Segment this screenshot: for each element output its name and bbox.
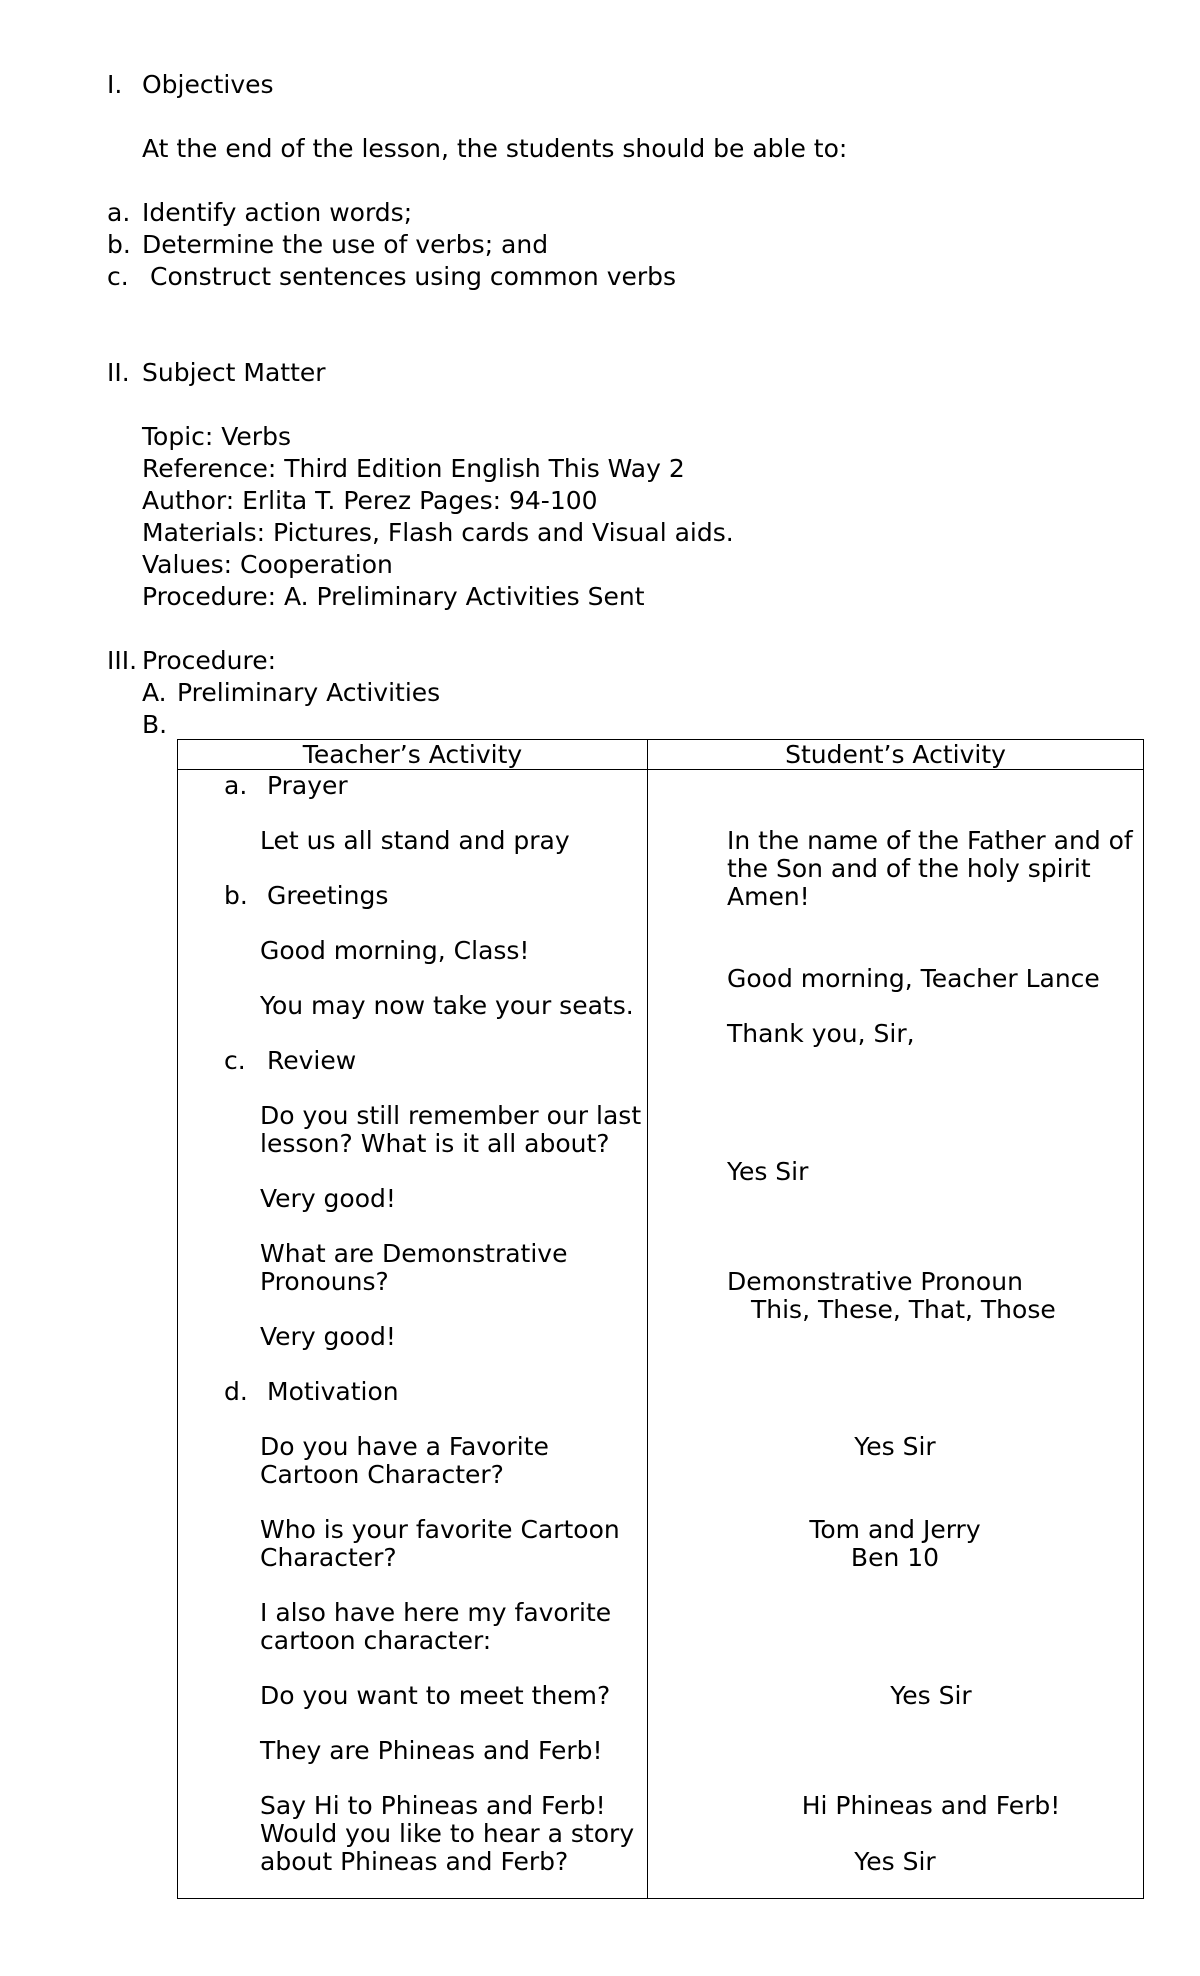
teacher-heading-review: Review: [267, 1046, 357, 1075]
section-number-3: III.: [107, 646, 138, 675]
student-line: the Son and of the holy spirit: [727, 854, 1091, 883]
objective-item: Construct sentences using common verbs: [150, 262, 677, 291]
teacher-line: Would you like to hear a story: [260, 1819, 635, 1848]
header-student-activity: Student’s Activity: [648, 740, 1144, 770]
teacher-line: Do you have a Favorite: [260, 1432, 549, 1461]
student-line: Hi Phineas and Ferb!: [801, 1791, 1061, 1820]
student-line: In the name of the Father and of: [727, 826, 1133, 855]
student-line: Ben 10: [850, 1543, 940, 1572]
student-line: Yes Sir: [727, 1157, 809, 1186]
teacher-marker: d.: [224, 1377, 248, 1406]
student-line: Yes Sir: [890, 1681, 972, 1710]
subject-line-procedure: Procedure: A. Preliminary Activities Sent: [142, 582, 645, 611]
teacher-line: Do you want to meet them?: [260, 1681, 611, 1710]
student-line: Yes Sir: [854, 1847, 936, 1876]
teacher-marker: c.: [224, 1046, 246, 1075]
teacher-line: You may now take your seats.: [260, 991, 634, 1020]
teacher-heading-prayer: Prayer: [267, 771, 348, 800]
teacher-marker: a.: [224, 771, 248, 800]
section-title-procedure: Procedure:: [142, 646, 277, 675]
teacher-line: Let us all stand and pray: [260, 826, 570, 855]
subject-line-values: Values: Cooperation: [142, 550, 393, 579]
teacher-line: Pronouns?: [260, 1267, 389, 1296]
section-title-subject-matter: Subject Matter: [142, 358, 326, 387]
student-line: Amen!: [727, 882, 810, 911]
student-line: Tom and Jerry: [809, 1515, 981, 1544]
subject-line-materials: Materials: Pictures, Flash cards and Visual aids.: [142, 518, 734, 547]
teacher-line: What are Demonstrative: [260, 1239, 568, 1268]
teacher-line: They are Phineas and Ferb!: [260, 1736, 603, 1765]
objective-item: Identify action words;: [142, 198, 413, 227]
teacher-line: lesson? What is it all about?: [260, 1129, 610, 1158]
objectives-intro: At the end of the lesson, the students should be able to:: [142, 134, 848, 163]
teacher-line: Do you still remember our last: [260, 1101, 642, 1130]
section-title-objectives: Objectives: [142, 70, 274, 99]
teacher-marker: b.: [224, 881, 248, 910]
student-line: Thank you, Sir,: [727, 1019, 915, 1048]
section-number-2: II.: [107, 358, 130, 387]
procedure-item: Preliminary Activities: [177, 678, 441, 707]
header-teacher-activity: Teacher’s Activity: [178, 740, 648, 770]
objective-marker: b.: [107, 230, 131, 259]
student-line: Good morning, Teacher Lance: [727, 964, 1100, 993]
teacher-line: cartoon character:: [260, 1626, 492, 1655]
procedure-marker: A.: [142, 678, 167, 707]
teacher-line: I also have here my favorite: [260, 1598, 612, 1627]
teacher-line: Cartoon Character?: [260, 1460, 504, 1489]
student-line: Yes Sir: [854, 1432, 936, 1461]
teacher-line: Character?: [260, 1543, 397, 1572]
teacher-line: Very good!: [260, 1184, 396, 1213]
student-line: This, These, That, Those: [751, 1295, 1056, 1324]
section-number-1: I.: [107, 70, 123, 99]
teacher-line: Good morning, Class!: [260, 936, 530, 965]
teacher-heading-motivation: Motivation: [267, 1377, 399, 1406]
objective-marker: a.: [107, 198, 131, 227]
procedure-marker: B.: [142, 710, 168, 739]
teacher-line: Say Hi to Phineas and Ferb!: [260, 1791, 606, 1820]
teacher-line: about Phineas and Ferb?: [260, 1847, 569, 1876]
objective-marker: c.: [107, 262, 129, 291]
teacher-line: Very good!: [260, 1322, 396, 1351]
objective-item: Determine the use of verbs; and: [142, 230, 549, 259]
student-activity-cell: [648, 770, 1144, 1899]
subject-line-reference: Reference: Third Edition English This Way 2: [142, 454, 685, 483]
teacher-line: Who is your favorite Cartoon: [260, 1515, 620, 1544]
subject-line-author: Author: Erlita T. Perez Pages: 94-100: [142, 486, 598, 515]
student-line: Demonstrative Pronoun: [727, 1267, 1023, 1296]
teacher-heading-greetings: Greetings: [267, 881, 389, 910]
subject-line-topic: Topic: Verbs: [142, 422, 291, 451]
